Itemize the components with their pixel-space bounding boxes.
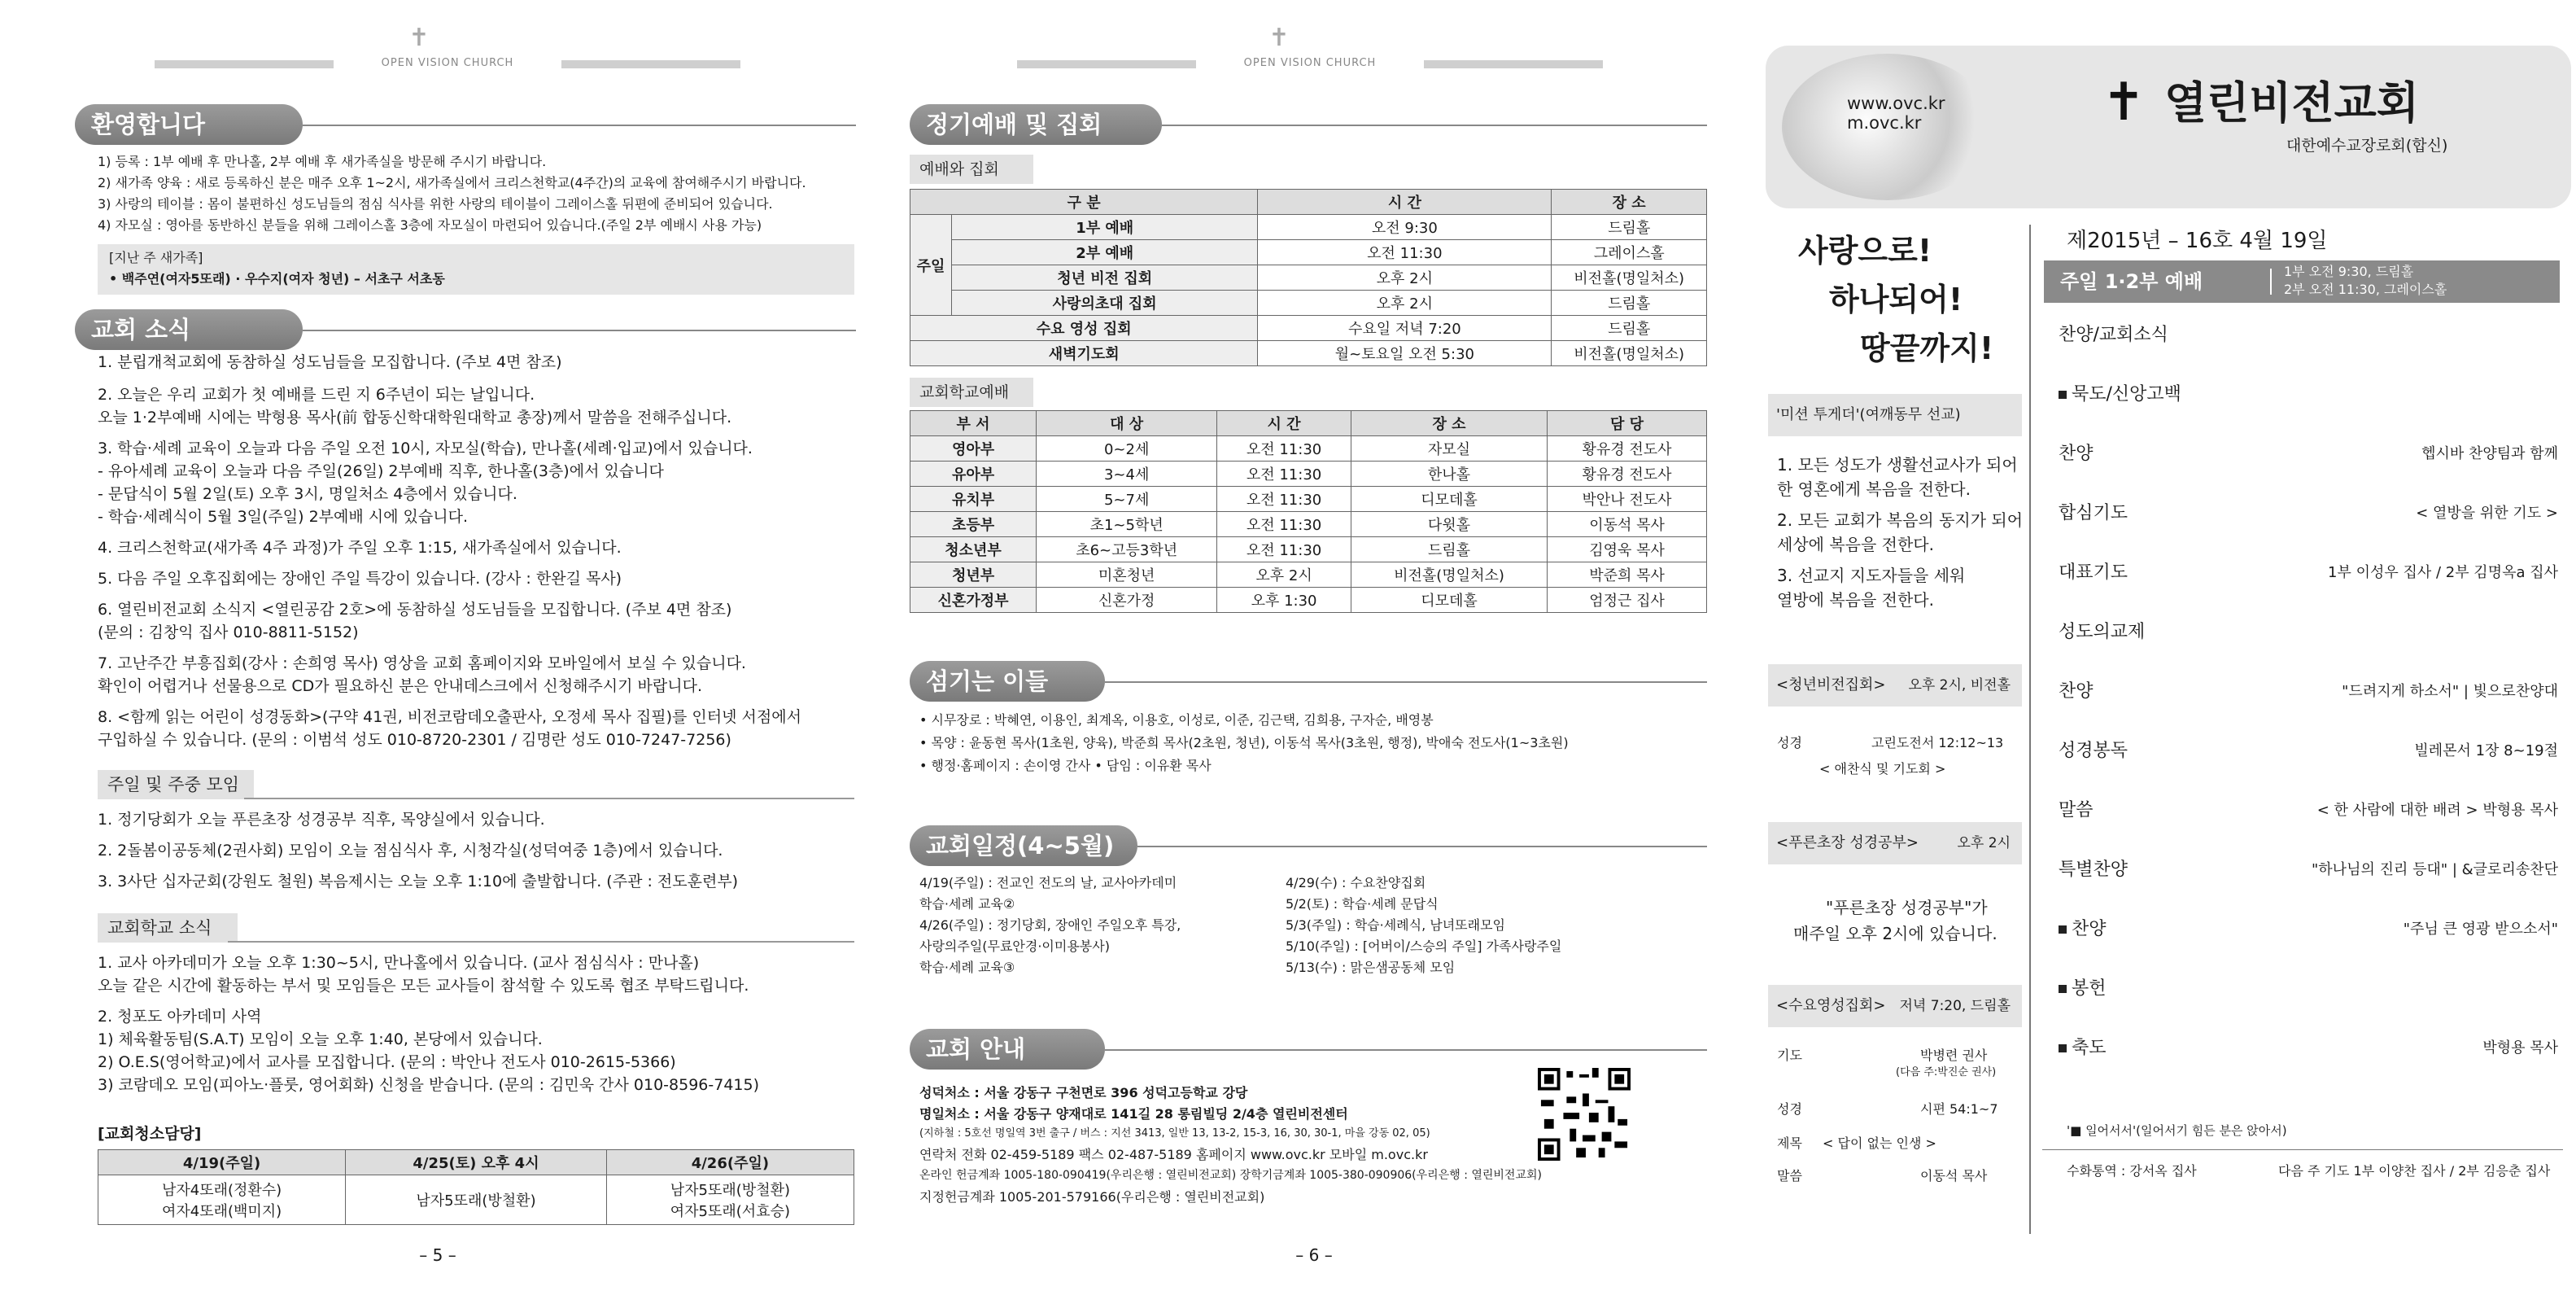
mission-item: 한 영혼에게 복음을 전한다. xyxy=(1777,479,1971,499)
cleaning-col: 4/26(주일) xyxy=(606,1150,854,1175)
worship-group: 주일 xyxy=(910,215,952,316)
denomination: 대한예수교장로회(합신) xyxy=(2286,137,2448,155)
stand-marker-icon xyxy=(2059,925,2067,934)
schedule-item: 5/2(토) : 학습·세례 문답식 xyxy=(1286,896,1439,912)
news-title: 교회 소식 xyxy=(75,309,303,350)
table-row: 청소년부 초6~고등3학년 오전 11:30 드림홀 김영욱 목사 xyxy=(910,537,1707,562)
order-row xyxy=(2059,854,2558,886)
order-row xyxy=(2059,497,2558,530)
school-item: 1) 체육활동팀(S.A.T) 모임이 오늘 오후 1:40, 본당에서 있습니다. xyxy=(98,1030,543,1048)
order-detail: < 한 사람에 대한 배려 > 박형용 목사 xyxy=(2316,802,2558,819)
meetings-title: 주일 및 주중 모임 xyxy=(98,770,254,799)
meeting-item: 1. 정기당회가 오늘 푸른초장 성경공부 직후, 목양실에서 있습니다. xyxy=(98,811,545,829)
stand-marker-icon xyxy=(2059,1044,2067,1052)
schedule-item: 4/19(주일) : 전교인 전도의 날, 교사아카데미 xyxy=(919,875,1177,890)
servant-line: • 행정·홈페이지 : 손이영 간사 • 담임 : 이유환 목사 xyxy=(919,758,1212,773)
order-row xyxy=(2059,735,2558,768)
news-item: 6. 열린비전교회 소식지 <열린공감 2호>에 동참하실 성도님들을 모집합니다. (주보 4면 참조) xyxy=(98,601,732,619)
worship-col: 장 소 xyxy=(1552,190,1707,215)
table-row: 유아부 3~4세 오전 11:30 한나홀 황유경 전도사 xyxy=(910,462,1707,487)
order-item: 축도 xyxy=(2072,1038,2107,1058)
header-label: OPEN VISION CHURCH xyxy=(381,57,514,69)
meeting-item: 3. 3사단 십자군회(강원도 철원) 복음제시는 오늘 오후 1:10에 출발합니다. (주관 : 전도훈련부) xyxy=(98,873,739,890)
schedule-item: 학습·세례 교육③ xyxy=(919,960,1015,975)
order-row xyxy=(2059,319,2558,352)
guide-line: 온라인 헌금계좌 1005-180-090419(우리은행 : 열린비전교회) 장학기금계좌 1005-380-090906(우리은행 : 열린비전교회) xyxy=(919,1169,1542,1182)
order-row xyxy=(2059,676,2558,708)
front-cover: www.ovc.kr m.ovc.kr ✝ 열린비전교회 대한예수교장로회(합신) 사랑으로! 하나되어! 땅끝까지! '미션 투게더'(여깨동무 선교) 1. 모든 성도가 생활선교사가 되어 한 영혼에게 복음을 전한다. 2. 모든 교회가 복음의 동지가 되어 세상에 복음을 전한다. 3. 선교지 지도자들을 세워 열방에 복음을 전한다. <청년비전집회> 오후 2시, 비전홀 성경 고린도전서 12:12~13 < 애찬식 및 기도회 > <푸른초장 성경공부> 오후 2시 "푸른초장 성경공부"가 매주일 오후 2시에 있습니다. <수요영성집회> 저녁 7:20, 드림홀 기도 박병련 권사 (다음 주:박진순 권사) 성경 시편 54:1~7 제목 < 답이 없는 인생 > 말씀 이동석 목사 제2015년 – 16호 4월 19일 주일 1·2부 예배 1부 오전 9:30, 드림홀 2부 오전 11:30, 그레이스홀 '■ 일어서서'(일어서기 힘든 분은 앉아서) 수화통역 : 강서옥 집사 다음 주 기도 1부 이양찬 집사 / 2부 김응춘 집사 찬양/교회소식 묵도/신앙고백 찬양 헵시바 찬양팀과 함께 합심기도 < 열방을 위한 기도 > 대표기도 1부 이성우 집사 / 2부 김명옥a 집사 성도의교제 찬양 "드려지게 하소서" | 빛으로찬양대 성경봉독 빌레몬서 1장 8~19절 말씀 < 한 사람에 대한 배려 > 박형용 목사 특별찬양 "하나님의 진리 등대" | &글로리송찬단 찬양 "주님 큰 영광 받으소서" 봉헌 축도 박형용 목사 xyxy=(1757,0,2571,1295)
page-number: – 6 – xyxy=(1295,1245,1333,1265)
schedule-item: 5/10(주일) : [어버이/스승의 주일] 가족사랑주일 xyxy=(1286,938,1562,954)
news-item: 확인이 어렵거나 선물용으로 CD가 필요하신 분은 안내데스크에서 신청해주시기 바랍니다. xyxy=(98,677,702,695)
new-family-label: [지난 주 새가족] xyxy=(109,250,203,265)
order-row xyxy=(2059,378,2558,411)
church-logo-icon: ✝ xyxy=(1268,24,1290,52)
worship-col: 시 간 xyxy=(1258,190,1552,215)
bible-study-box: <푸른초장 성경공부> 오후 2시 xyxy=(1768,822,2022,864)
new-family-box xyxy=(98,244,854,295)
order-detail: "하나님의 진리 등대" | &글로리송찬단 xyxy=(2312,861,2558,878)
cleaning-cell: 남자4또래(정환수) 여자4또래(백미지) xyxy=(98,1175,346,1225)
order-detail: 박형용 목사 xyxy=(2482,1039,2558,1057)
page-number: – 5 – xyxy=(419,1245,456,1265)
school-item: 오늘 같은 시간에 활동하는 부서 및 모임들은 모든 교사들이 참석할 수 있도록 협조 부탁드립니다. xyxy=(98,977,749,995)
school-news-title: 교회학교 소식 xyxy=(98,913,238,943)
cover-banner xyxy=(1766,46,2571,208)
cleaning-title: [교회청소담당] xyxy=(98,1125,202,1143)
table-row: 영아부 0~2세 오전 11:30 자모실 황유경 전도사 xyxy=(910,436,1707,462)
page-6 xyxy=(887,0,1741,1295)
worship-title: 정기예배 및 집회 xyxy=(910,104,1162,145)
slogan-1: 사랑으로! xyxy=(1798,233,1932,269)
order-detail: "주님 큰 영광 받으소서" xyxy=(2403,921,2558,938)
order-item: 말씀 xyxy=(2059,800,2094,820)
news-item: 8. <함께 읽는 어린이 성경동화>(구약 41권, 비전코람데오출판사, 오정세 목사 집필)를 인터넷 서점에서 xyxy=(98,708,801,726)
order-item: 찬양/교회소식 xyxy=(2059,325,2168,345)
news-item: - 문답식이 5월 2일(토) 오후 3시, 명일처소 4층에서 있습니다. xyxy=(98,485,517,503)
school-col: 부 서 xyxy=(910,411,1037,436)
church-logo-icon: ✝ xyxy=(408,24,430,52)
slogan-3: 땅끝까지! xyxy=(1860,330,1994,366)
welcome-line: 1) 등록 : 1부 예배 후 만나홀, 2부 예배 후 새가족실을 방문해 주시기 바랍니다. xyxy=(98,154,547,169)
welcome-line: 4) 자모실 : 영아를 동반하신 분들을 위해 그레이스홀 3층에 자모실이 마련되어 있습니다.(주일 2부 예배시 사용 가능) xyxy=(98,217,762,233)
order-item: 성도의교제 xyxy=(2059,622,2146,642)
youth-box: <청년비전집회> 오후 2시, 비전홀 xyxy=(1768,664,2022,707)
table-row: 신혼가정부 신혼가정 오후 1:30 디모데홀 엄정근 집사 xyxy=(910,588,1707,613)
order-row xyxy=(2059,973,2558,1005)
table-row: 청년부 미혼청년 오후 2시 비전홀(명일처소) 박준희 목사 xyxy=(910,562,1707,588)
order-item: 특별찬양 xyxy=(2059,860,2128,880)
wednesday-box: <수요영성집회> 저녁 7:20, 드림홀 xyxy=(1768,985,2022,1027)
school-col: 시 간 xyxy=(1217,411,1351,436)
cleaning-cell: 남자5또래(방철환) 여자5또래(서효승) xyxy=(606,1175,854,1225)
worship-col: 구 분 xyxy=(910,190,1258,215)
table-row: 초등부 초1~5학년 오전 11:30 다윗홀 이동석 목사 xyxy=(910,512,1707,537)
guide-line: (지하철 : 5호선 명일역 3번 출구 / 버스 : 지선 3413, 일반 13, 13-2, 15-3, 16, 30, 30-1, 마을 강동 02, 05) xyxy=(919,1127,1430,1140)
church-logo-icon: ✝ xyxy=(2102,72,2146,133)
header-band xyxy=(1017,54,1603,68)
cleaning-col: 4/19(주일) xyxy=(98,1150,346,1175)
news-item: 3. 학습·세례 교육이 오늘과 다음 주일 오전 10시, 자모실(학습), 만나홀(세례·입교)에서 있습니다. xyxy=(98,440,753,457)
schedule-item: 5/3(주일) : 학습·세례식, 남녀또래모임 xyxy=(1286,917,1505,933)
servants-title: 섬기는 이들 xyxy=(910,661,1105,702)
schedule-item: 4/29(수) : 수요찬양집회 xyxy=(1286,875,1426,890)
school-col: 담 당 xyxy=(1548,411,1707,436)
welcome-line: 2) 새가족 양육 : 새로 등록하신 분은 매주 오후 1~2시, 새가족실에서 크리스천학교(4주간)의 교육에 참여해주시기 바랍니다. xyxy=(98,175,806,190)
order-detail: 헵시바 찬양팀과 함께 xyxy=(2421,445,2558,462)
cleaning-col: 4/25(토) 오후 4시 xyxy=(346,1150,607,1175)
order-item: 합심기도 xyxy=(2059,503,2128,523)
order-row xyxy=(2059,1032,2558,1065)
news-item: 5. 다음 주일 오후집회에는 장애인 주일 특강이 있습니다. (강사 : 한완길 목사) xyxy=(98,570,622,588)
school-item: 2) O.E.S(영어학교)에서 교사를 모집합니다. (문의 : 박안나 전도사 010-2615-5366) xyxy=(98,1053,676,1071)
order-item: 묵도/신앙고백 xyxy=(2072,384,2181,405)
news-item: - 유아세례 교육이 오늘과 다음 주일(26일) 2부예배 직후, 한나홀(3층)에서 있습니다 xyxy=(98,462,664,480)
news-item: 오늘 1·2부예배 시에는 박형용 목사(前 합동신학대학원대학교 총장)께서 말씀을 전해주십니다. xyxy=(98,409,732,427)
news-item: (문의 : 김창익 집사 010-8811-5152) xyxy=(98,623,359,641)
guide-line: 연락처 전화 02-459-5189 팩스 02-487-5189 홈페이지 www.ovc.kr 모바일 m.ovc.kr xyxy=(919,1147,1428,1162)
news-item: 7. 고난주간 부흥집회(강사 : 손희영 목사) 영상을 교회 홈페이지와 모바일에서 보실 수 있습니다. xyxy=(98,654,746,672)
order-row xyxy=(2059,616,2558,649)
mission-item: 1. 모든 성도가 생활선교사가 되어 xyxy=(1777,455,2018,475)
header-band xyxy=(155,54,740,68)
welcome-line: 3) 사랑의 테이블 : 몸이 불편하신 성도님들의 점심 식사를 위한 사랑의 테이블이 그레이스홀 뒤편에 준비되어 있습니다. xyxy=(98,196,773,212)
order-item: 찬양 xyxy=(2059,681,2094,702)
header-label: OPEN VISION CHURCH xyxy=(1243,57,1377,69)
church-name: 열린비전교회 xyxy=(2164,77,2419,129)
order-row xyxy=(2059,794,2558,827)
guide-title: 교회 안내 xyxy=(910,1029,1105,1070)
bible-study-text: 매주일 오후 2시에 있습니다. xyxy=(1793,924,1997,943)
order-detail: 1부 이성우 집사 / 2부 김명옥a 집사 xyxy=(2328,564,2558,581)
table-row: 유치부 5~7세 오전 11:30 디모데홀 박안나 전도사 xyxy=(910,487,1707,512)
mission-box: '미션 투게더'(여깨동무 선교) xyxy=(1768,394,2022,436)
page-5 xyxy=(0,0,875,1295)
order-item: 찬양 xyxy=(2059,444,2094,464)
qr-code-icon xyxy=(1538,1068,1631,1161)
servant-line: • 목양 : 윤동현 목사(1초원, 양육), 박준희 목사(2초원, 청년), 이동석 목사(3초원, 행정), 박애숙 전도사(1~3초원) xyxy=(919,735,1569,750)
next-prayer: 다음 주 기도 1부 이양찬 집사 / 2부 김응춘 집사 xyxy=(2278,1163,2551,1179)
mission-item: 3. 선교지 지도자들을 세워 xyxy=(1777,566,1966,585)
servant-line: • 시무장로 : 박혜연, 이용인, 최계옥, 이용호, 이성로, 이준, 김근택, 김희용, 구자순, 배영봉 xyxy=(919,712,1434,728)
school-item: 1. 교사 아카데미가 오늘 오후 1:30~5시, 만나홀에서 있습니다. (교사 점심식사 : 만나홀) xyxy=(98,954,700,972)
news-item: 4. 크리스천학교(새가족 4주 과정)가 주일 오후 1:15, 새가족실에서 있습니다. xyxy=(98,539,622,557)
bible-study-text: "푸른초장 성경공부"가 xyxy=(1826,898,1988,917)
schedule-item: 5/13(수) : 맑은샘공동체 모임 xyxy=(1286,960,1456,975)
cleaning-table xyxy=(98,1149,854,1225)
order-item: 대표기도 xyxy=(2059,562,2128,583)
schedule-item: 학습·세례 교육② xyxy=(919,896,1015,912)
usher-line: 수화통역 : 강서옥 집사 xyxy=(2067,1163,2197,1179)
school-item: 3) 코람데오 모임(피아노·플룻, 영어회화) 신청을 받습니다. (문의 : 김민욱 간사 010-8596-7415) xyxy=(98,1076,760,1094)
column-divider xyxy=(2029,225,2031,1234)
worship-table: 구 분 시 간 장 소 주일 1부 예배 오전 9:30 드림홀 2부 예배 오전 11:30 그레이스홀 청년 비전 집회 오후 2시 비전홀(명일처소) 사랑의초대 집회 오후 2시 드림홀 수요 영성 집회 수요일 저녁 7:20 드림홀 새벽기도회 월~토요일 오전 5:30 비전홀(명일처소) xyxy=(910,189,1707,366)
order-item: 찬양 xyxy=(2072,919,2107,939)
school-item: 2. 청포도 아카데미 사역 xyxy=(98,1008,262,1026)
news-item: 2. 오늘은 우리 교회가 첫 예배를 드린 지 6주년이 되는 날입니다. xyxy=(98,386,535,404)
order-detail: < 열방을 위한 기도 > xyxy=(2416,505,2558,522)
order-row xyxy=(2059,438,2558,470)
cleaning-cell: 남자5또래(방철환) xyxy=(346,1175,607,1225)
url-main[interactable]: www.ovc.kr xyxy=(1847,94,1945,113)
school-col: 대 상 xyxy=(1037,411,1217,436)
news-item: 구입하실 수 있습니다. (문의 : 이범석 성도 010-8720-2301 / 김명란 성도 010-7247-7256) xyxy=(98,731,731,749)
slogan-2: 하나되어! xyxy=(1829,282,1963,317)
mission-item: 열방에 복음을 전한다. xyxy=(1777,590,1934,610)
school-table xyxy=(910,410,1707,613)
url-mobile[interactable]: m.ovc.kr xyxy=(1847,113,1922,133)
schedule-title: 교회일정(4~5월) xyxy=(910,825,1137,866)
issue-line: 제2015년 – 16호 4월 19일 xyxy=(2067,229,2328,253)
mission-item: 2. 모든 교회가 복음의 동지가 되어 xyxy=(1777,510,2024,530)
order-detail: 빌레몬서 1장 8~19절 xyxy=(2414,742,2558,759)
mission-item: 세상에 복음을 전한다. xyxy=(1777,535,1934,554)
stand-marker-icon xyxy=(2059,391,2067,399)
welcome-title: 환영합니다 xyxy=(75,104,303,145)
order-item: 성경봉독 xyxy=(2059,741,2128,761)
schedule-item: 4/26(주일) : 정기당회, 장애인 주일오후 특강, xyxy=(919,917,1181,933)
order-row xyxy=(2059,913,2558,946)
stand-marker-icon xyxy=(2059,985,2067,993)
meeting-item: 2. 2돌봄이공동체(2권사회) 모임이 오늘 점심식사 후, 시청각실(성덕여중 1층)에서 있습니다. xyxy=(98,842,723,860)
school-col: 장 소 xyxy=(1351,411,1547,436)
guide-line: 명일처소 : 서울 강동구 양재대로 141길 28 롱림빌딩 2/4층 열린비전센터 xyxy=(919,1106,1348,1122)
schedule-item: 사랑의주일(무료안경·이미용봉사) xyxy=(919,938,1110,954)
guide-line: 성덕처소 : 서울 강동구 구천면로 396 성덕고등학교 강당 xyxy=(919,1085,1248,1100)
worship-sub-title: 예배와 집회 xyxy=(910,155,1033,184)
new-family-value: • 백주연(여자5또래) · 우수지(여자 청년) – 서초구 서초동 xyxy=(109,271,445,287)
order-row xyxy=(2059,557,2558,589)
school-worship-title: 교회학교예배 xyxy=(910,378,1033,407)
guide-line: 지정헌금계좌 1005-201-579166(우리은행 : 열린비전교회) xyxy=(919,1189,1265,1205)
news-item: 1. 분립개척교회에 동참하실 성도님들을 모집합니다. (주보 4면 참조) xyxy=(98,353,562,371)
order-item: 봉헌 xyxy=(2072,978,2107,999)
order-detail: "드려지게 하소서" | 빛으로찬양대 xyxy=(2342,683,2558,700)
standing-note: '■ 일어서서'(일어서기 힘든 분은 앉아서) xyxy=(2067,1123,2287,1138)
service-header: 주일 1·2부 예배 1부 오전 9:30, 드림홀 2부 오전 11:30, 그레이스홀 xyxy=(2044,260,2560,303)
news-item: - 학습·세례식이 5월 3일(주일) 2부예배 시에 있습니다. xyxy=(98,508,468,526)
